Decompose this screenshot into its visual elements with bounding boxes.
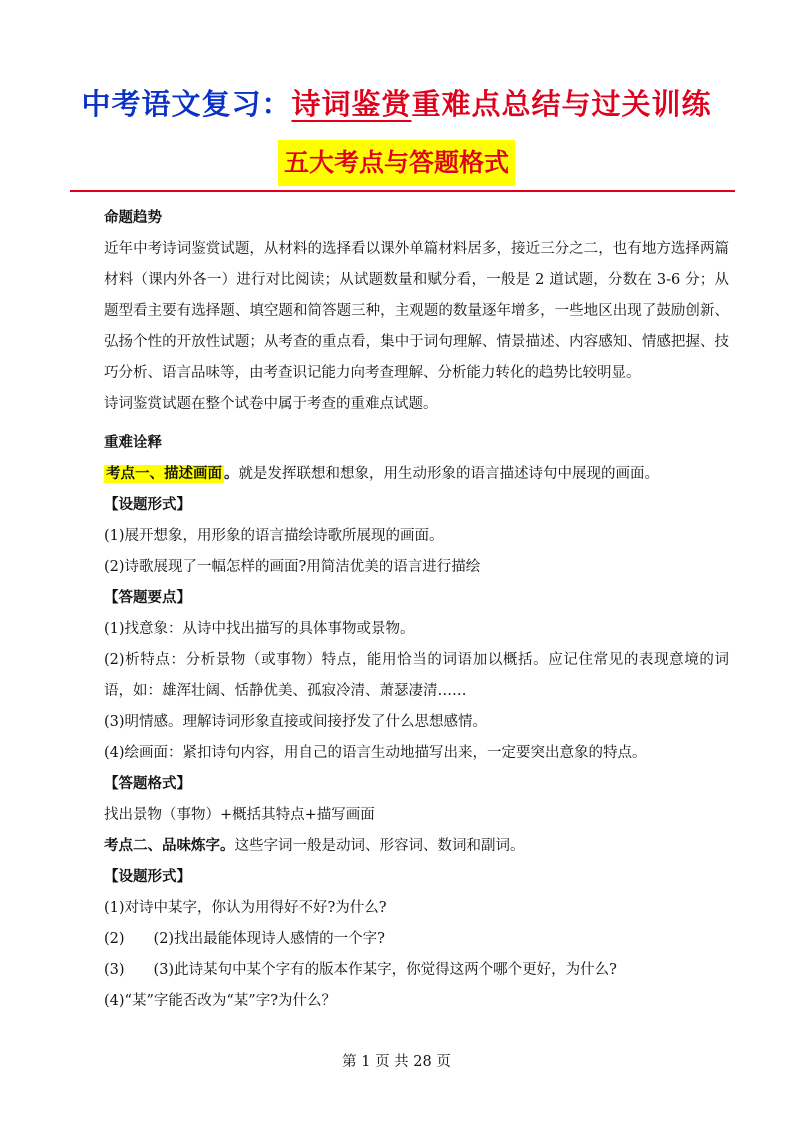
point-1-form-heading: 【设题形式】 [104, 497, 191, 513]
subtitle-container [0, 140, 793, 186]
point-1-format-heading: 【答题格式】 [104, 776, 191, 792]
subtitle: 五大考点与答题格式 [278, 140, 515, 186]
point-2-desc: 这些字词一般是动词、形容词、数词和副词。 [234, 838, 525, 854]
point-2-form-3: (3) (3)此诗某句中某个字有的版本作某字，你觉得这两个哪个更好，为什么? [104, 962, 617, 978]
point-2-form-1: (1)对诗中某字，你认为用得好不好?为什么? [104, 900, 387, 916]
point-1-dot: 。 [224, 466, 239, 482]
title-divider [70, 190, 735, 192]
trend-note: 诗词鉴赏试题在整个试卷中属于考查的重难点试题。 [104, 396, 438, 412]
point-1-key-2: (2)析特点：分析景物（或事物）特点，能用恰当的词语加以概括。应记住常见的表现意境的词语，如：雄浑壮阔、恬静优美、孤寂冷清、萧瑟凄清…… [104, 652, 729, 699]
title-part-3: 重难点总结与过关训练 [411, 87, 712, 121]
point-1-form-1: (1)展开想象，用形象的语言描绘诗歌所展现的画面。 [104, 528, 444, 544]
point-2-form-2: (2) (2)找出最能体现诗人感情的一个字? [104, 931, 385, 947]
page-footer: 第 1 页 共 28 页 [342, 1054, 451, 1070]
point-2-dot: 。 [220, 838, 235, 854]
document-title [0, 84, 793, 124]
point-2-form-heading: 【设题形式】 [104, 869, 191, 885]
section-heading-trend: 命题趋势 [104, 210, 162, 226]
point-1-form-2: (2)诗歌展现了一幅怎样的画面?用简洁优美的语言进行描绘 [104, 559, 481, 575]
title-part-1: 中考语文复习： [81, 87, 292, 121]
trend-paragraph: 近年中考诗词鉴赏试题，从材料的选择看以课外单篇材料居多，接近三分之二，也有地方选择两篇材料（课内外各一）进行对比阅读；从试题数量和赋分看，一般是 2 道试题，分数在 3-6 分；从题型看主要有选择题、填空题和简答题三种，主观题的数量逐年增多，一些地区出现了鼓励创新、弘扬个性的开放性试题；从考查的重点看，集中于词句理解、情景描述、内容感知、情感把握、技巧分析、语言品味等，由考查识记能力向考查理解、分析能力转化的趋势比较明显。 [104, 241, 729, 381]
title-part-2: 诗词鉴赏 [291, 87, 412, 121]
point-1-key-4: (4)绘画面：紧扣诗句内容，用自己的语言生动地描写出来，一定要突出意象的特点。 [104, 745, 647, 761]
point-1-format: 找出景物（事物）+概括其特点+描写画面 [104, 807, 375, 823]
point-2-line [104, 831, 729, 862]
point-1-desc: 就是发挥联想和想象，用生动形象的语言描述诗句中展现的画面。 [238, 466, 659, 482]
point-1-key-3: (3)明情感。理解诗词形象直接或间接抒发了什么思想感情。 [104, 714, 488, 730]
document-body [104, 203, 729, 1017]
point-1-key-1: (1)找意象：从诗中找出描写的具体事物或景物。 [104, 621, 415, 637]
point-1-label: 考点一、描述画面 [106, 466, 222, 482]
point-2-label: 考点二、品味炼字 [104, 838, 220, 854]
point-1-line [104, 459, 729, 490]
point-2-form-4: (4)“某”字能否改为“某”字?为什么？ [104, 993, 336, 1009]
section-heading-difficulty: 重难诠释 [104, 435, 162, 451]
point-1-key-heading: 【答题要点】 [104, 590, 191, 606]
